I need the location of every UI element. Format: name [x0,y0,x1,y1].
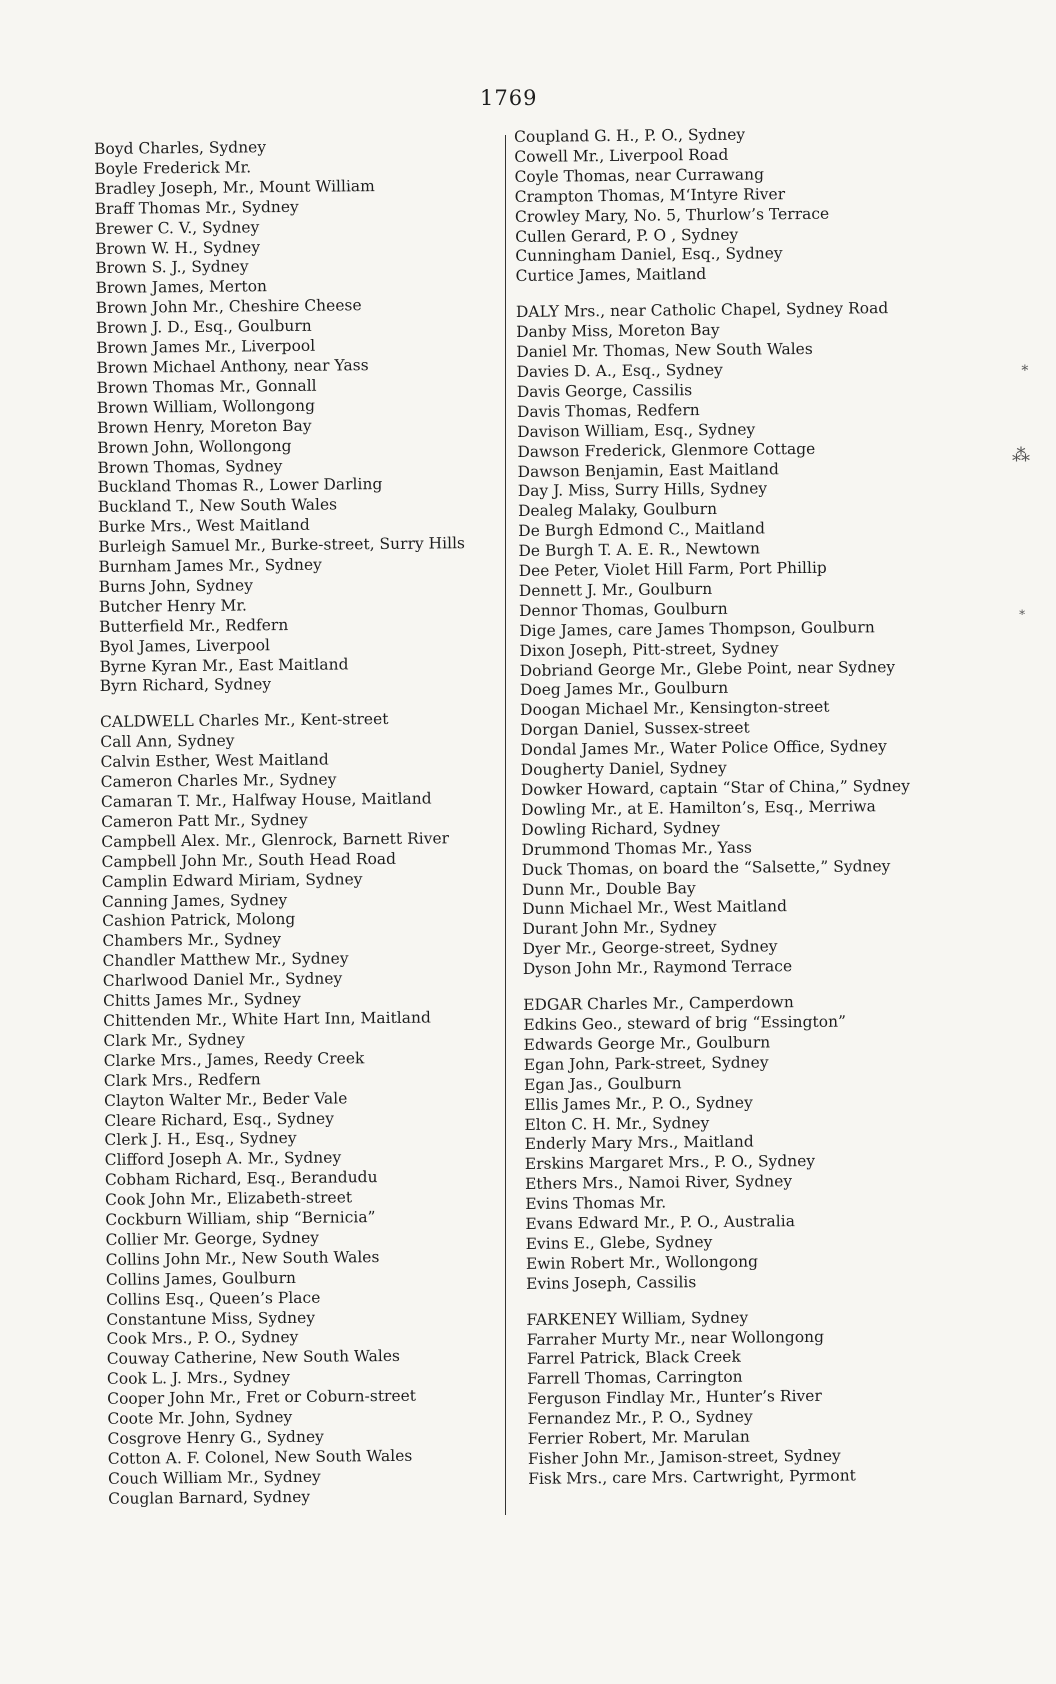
directory-entry: Burke Mrs., West Maitland [97,515,310,537]
directory-entry: Dowling Mr., at E. Hamilton’s, Esq., Merriwa [521,797,876,819]
directory-entry: De Burgh T. A. E. R., Newtown [518,539,761,561]
page-number: 1769 [480,86,538,110]
directory-entry: Brown Thomas Mr., Gonnall [96,376,317,397]
directory-entry: Dee Peter, Violet Hill Farm, Port Phillip [518,558,827,581]
directory-entry: Edwards George Mr., Goulburn [523,1033,771,1054]
directory-entry: Drummond Thomas Mr., Yass [521,838,753,859]
directory-entry: Brown Michael Anthony, near Yass [96,356,369,377]
directory-entry: Chittenden Mr., White Hart Inn, Maitland [103,1008,431,1030]
directory-entry: Cameron Charles Mr., Sydney [100,770,337,792]
directory-entry: Dunn Mr., Double Bay [521,878,696,899]
directory-entry: Clerk J. H., Esq., Sydney [104,1129,297,1150]
directory-entry: Davis George, Cassilis [516,381,693,401]
directory-entry: Buckland T., New South Wales [97,495,338,517]
directory-entry: Daniel Mr. Thomas, New South Wales [516,339,813,362]
directory-entry: Davies D. A., Esq., Sydney [516,360,723,381]
directory-entry: Evins E., Glebe, Sydney [525,1232,713,1253]
directory-entry: Cook John Mr., Elizabeth-street [105,1188,353,1210]
left-column [94,135,538,1509]
directory-entry: Brown Henry, Moreton Bay [96,416,312,437]
directory-entry: Clifford Joseph A. Mr., Sydney [104,1148,342,1170]
directory-entry: Cowell Mr., Liverpool Road [514,145,729,166]
directory-entry: Chambers Mr., Sydney [102,930,282,951]
directory-entry: Byrn Richard, Sydney [99,675,272,696]
right-column [514,123,998,1490]
directory-entry: DALY Mrs., near Catholic Chapel, Sydney Road [515,299,889,322]
directory-entry: Cockburn William, ship “Bernicia” [105,1208,376,1229]
directory-entry: Clark Mr., Sydney [103,1030,245,1050]
directory-entry: Byrne Kyran Mr., East Maitland [99,654,349,676]
directory-entry: Couch William Mr., Sydney [107,1467,321,1488]
directory-entry: Elton C. H. Mr., Sydney [524,1113,710,1134]
directory-entry: Charlwood Daniel Mr., Sydney [102,969,343,991]
directory-entry: Clarke Mrs., James, Reedy Creek [103,1049,365,1070]
directory-entry: Bradley Joseph, Mr., Mount William [94,176,375,198]
directory-entry: Cook L. J. Mrs., Sydney [106,1368,291,1389]
directory-entry: Calvin Esther, West Maitland [100,750,329,772]
directory-entry: Couglan Barnard, Sydney [108,1487,311,1508]
directory-entry: Durant John Mr., Sydney [522,918,717,939]
directory-entry: Call Ann, Sydney [100,731,235,752]
directory-entry: Brown James Mr., Liverpool [96,336,316,358]
directory-entry: Ewin Robert Mr., Wollongong [525,1252,759,1273]
directory-entry: Curtice James, Maitland [515,265,707,286]
directory-entry: Chandler Matthew Mr., Sydney [102,949,349,971]
directory-entry: Collins James, Goulburn [105,1268,297,1289]
directory-entry: De Burgh Edmond C., Maitland [518,519,766,541]
directory-entry: Dowling Richard, Sydney [521,818,721,839]
directory-entry: Dige James, care James Thompson, Goulburn [519,617,875,640]
directory-entry: Brown S. J., Sydney [95,257,249,278]
directory-entry: Cameron Patt Mr., Sydney [101,810,308,831]
directory-entry: Erskins Margaret Mrs., P. O., Sydney [524,1152,816,1174]
directory-entry: Cunningham Daniel, Esq., Sydney [515,244,783,266]
directory-entry: Cotton A. F. Colonel, New South Wales [107,1446,413,1468]
directory-entry: Dorgan Daniel, Sussex-street [520,718,750,740]
directory-entry: Ferrier Robert, Mr. Marulan [527,1427,750,1449]
directory-entry: Butterfield Mr., Redfern [99,615,289,636]
directory-entry: Crowley Mary, No. 5, Thurlow’s Terrace [514,204,830,226]
directory-entry: Evins Joseph, Cassilis [526,1272,697,1293]
directory-entry: Dobriand George Mr., Glebe Point, near Sydney [519,657,896,680]
directory-entry: Fisher John Mr., Jamison-street, Sydney [527,1446,841,1468]
directory-entry: Coyle Thomas, near Currawang [514,165,765,186]
directory-entry: Doeg James Mr., Goulburn [519,679,729,700]
directory-entry: Camplin Edward Miriam, Sydney [101,869,363,891]
directory-entry: Dawson Frederick, Glenmore Cottage [517,439,816,461]
directory-entry: Braff Thomas Mr., Sydney [94,197,299,218]
directory-entry: Dennor Thomas, Goulburn [518,599,728,620]
directory-entry: Brown William, Wollongong [96,396,316,417]
directory-entry: Danby Miss, Moreton Bay [516,321,720,342]
directory-entry: Cleare Richard, Esq., Sydney [104,1109,334,1130]
directory-entry: Crampton Thomas, M‘Intyre River [514,184,786,206]
directory-entry: Byol James, Liverpool [99,635,271,656]
directory-entry: Collier Mr. George, Sydney [105,1228,320,1249]
directory-entry: Egan Jas., Goulburn [523,1073,682,1094]
directory-entry: Buckland Thomas R., Lower Darling [97,475,383,497]
directory-entry: Fisk Mrs., care Mrs. Cartwright, Pyrmont [528,1466,856,1488]
directory-entry: Dyer Mr., George-street, Sydney [522,937,778,959]
directory-entry: Coote Mr. John, Sydney [107,1408,293,1429]
directory-entry: Brown John Mr., Cheshire Cheese [95,296,362,318]
directory-entry: Brown J. D., Esq., Goulburn [95,316,312,338]
directory-entry: Doogan Michael Mr., Kensington-street [520,698,830,720]
directory-entry: Chitts James Mr., Sydney [102,989,302,1011]
directory-entry: Campbell Alex. Mr., Glenrock, Barnett River [101,829,450,851]
directory-entry: Davis Thomas, Redfern [516,400,700,421]
directory-entry: Ethers Mrs., Namoi River, Sydney [524,1172,793,1194]
directory-entry: Brewer C. V., Sydney [94,217,260,238]
directory-entry: Cosgrove Henry G., Sydney [107,1427,324,1448]
directory-entry: Camaran T. Mr., Halfway House, Maitland [100,789,432,811]
directory-entry: Dondal James Mr., Water Police Office, Sydney [520,737,887,760]
directory-entry: Collins John Mr., New South Wales [105,1247,380,1269]
directory-entry: Cashion Patrick, Molong [102,910,296,931]
directory-entry: Dowker Howard, captain “Star of China,” Sydney [520,776,911,799]
directory-entry: Brown Thomas, Sydney [97,456,283,477]
directory-entry: Dennett J. Mr., Goulburn [518,579,713,600]
paper-speck: ∗ [1018,605,1027,619]
directory-entry: Ellis James Mr., P. O., Sydney [524,1093,753,1114]
directory-entry: Canning James, Sydney [101,890,288,911]
directory-entry: Cooper John Mr., Fret or Coburn-street [107,1386,417,1409]
directory-entry: Brown W. H., Sydney [95,237,261,258]
directory-entry: Couway Catherine, New South Wales [106,1347,400,1369]
directory-entry: Cook Mrs., P. O., Sydney [106,1328,299,1349]
directory-entry: Dawson Benjamin, East Maitland [517,459,779,481]
directory-entry: Clark Mrs., Redfern [103,1069,261,1090]
directory-entry: CALDWELL Charles Mr., Kent-street [100,710,389,732]
directory-entry: Dunn Michael Mr., West Maitland [522,897,788,919]
directory-entry: Davison William, Esq., Sydney [517,420,756,441]
directory-entry: Clayton Walter Mr., Beder Vale [103,1088,348,1110]
directory-entry: Farraher Murty Mr., near Wollongong [526,1327,825,1349]
directory-entry: Coupland G. H., P. O., Sydney [514,125,746,146]
directory-entry: Cullen Gerard, P. O , Sydney [515,225,739,246]
directory-entry: Enderly Mary Mrs., Maitland [524,1132,754,1154]
directory-entry: Brown James, Merton [95,277,268,298]
directory-entry: Burnham James Mr., Sydney [98,555,322,577]
directory-entry: Collins Esq., Queen’s Place [106,1288,321,1309]
paper-speck: ⁂ [1012,445,1030,466]
directory-entry: Day J. Miss, Surry Hills, Sydney [517,479,768,501]
directory-entry: Brown John, Wollongong [97,436,292,457]
directory-entry: Dyson John Mr., Raymond Terrace [522,957,793,979]
directory-entry: Cobham Richard, Esq., Berandudu [104,1168,378,1190]
paper-speck: ∗ [1020,360,1030,376]
directory-entry: Farrell Thomas, Carrington [527,1368,743,1389]
directory-entry: Dealeg Malaky, Goulburn [517,500,718,521]
directory-entry: Farrel Patrick, Black Creek [526,1348,741,1369]
directory-entry: Evins Thomas Mr. [525,1193,667,1214]
directory-entry: Fernandez Mr., P. O., Sydney [527,1407,753,1429]
directory-entry: Campbell John Mr., South Head Road [101,849,397,871]
directory-entry: Constantune Miss, Sydney [106,1308,316,1329]
directory-entry: EDGAR Charles Mr., Camperdown [523,993,794,1015]
directory-entry: Egan John, Park-street, Sydney [523,1053,769,1074]
directory-entry: Evans Edward Mr., P. O., Australia [525,1212,795,1233]
directory-entry: Ferguson Findlay Mr., Hunter’s River [527,1387,822,1409]
directory-entry: Burns John, Sydney [98,576,254,596]
directory-entry: Butcher Henry Mr. [98,596,248,616]
directory-entry: Duck Thomas, on board the “Salsette,” Sydney [521,856,891,879]
directory-entry: Dougherty Daniel, Sydney [520,758,727,780]
directory-entry: Dixon Joseph, Pitt-street, Sydney [519,638,779,660]
directory-entry: Burleigh Samuel Mr., Burke-street, Surry Hills [98,534,466,557]
directory-entry: Edkins Geo., steward of brig “Essington” [523,1012,847,1034]
directory-entry: Boyle Frederick Mr. [94,158,252,178]
directory-entry: FARKENEY William, Sydney [526,1308,749,1329]
directory-entry: Boyd Charles, Sydney [94,138,267,158]
